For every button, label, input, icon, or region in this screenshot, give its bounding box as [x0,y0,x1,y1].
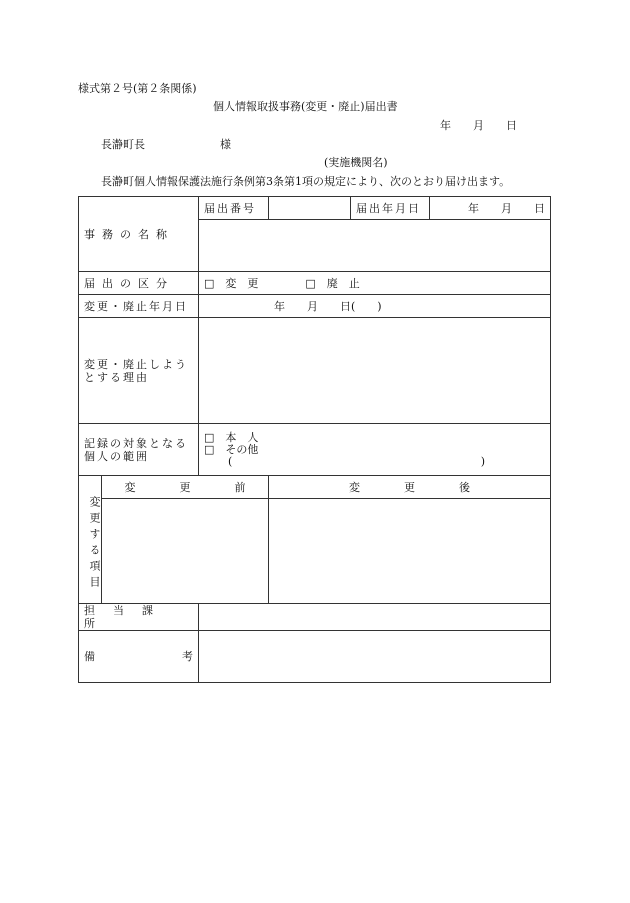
addressee: 長瀞町長 [101,138,145,151]
before-header: 変 更 前 [102,476,269,499]
change-date-field[interactable]: 年 月 日( ) [199,295,551,318]
category-options [199,272,551,295]
notification-form-table [78,196,551,683]
changed-items-label: 変更する項目 [79,476,102,604]
scope-option-other[interactable]: □ その他 [204,442,259,456]
scope-other-detail[interactable]: ( ) [228,454,485,468]
after-field[interactable] [269,499,551,604]
notification-date-field[interactable]: 年 月 日 [430,197,551,220]
agency-name: (実施機関名) [324,156,388,169]
before-field[interactable] [102,499,269,604]
category-label: 届出の区分 [79,272,199,295]
honorific: 様 [220,138,231,151]
scope-label: 記録の対象となる個人の範囲 [79,424,199,476]
notification-number-field[interactable] [269,197,351,220]
remarks-field[interactable] [199,631,551,683]
change-date-label: 変更・廃止年月日 [79,295,199,318]
department-label: 担当課所 [79,604,199,631]
document-title: 個人情報取扱事務(変更・廃止)届出書 [213,100,398,113]
reason-label: 変更・廃止しようとする理由 [79,318,199,424]
form-number: 様式第２号(第２条関係) [78,82,197,95]
header-date: 年 月 日 [440,119,517,132]
notification-number-label: 届出番号 [199,197,269,220]
office-name-label: 事務の名称 [79,197,199,272]
department-field[interactable] [199,604,551,631]
category-option-abolish[interactable]: □ 廃 止 [305,276,360,290]
reason-field[interactable] [199,318,551,424]
notification-date-label: 届出年月日 [351,197,430,220]
scope-options [199,424,551,476]
category-option-change[interactable]: □ 変 更 [204,276,259,290]
intro-text: 長瀞町個人情報保護法施行条例第3条第1項の規定により、次のとおり届け出ます。 [101,175,511,188]
scope-option-self[interactable]: □ 本 人 [204,430,259,444]
office-name-field[interactable] [199,220,551,272]
after-header: 変 更 後 [269,476,551,499]
remarks-label: 備 考 [79,631,199,683]
